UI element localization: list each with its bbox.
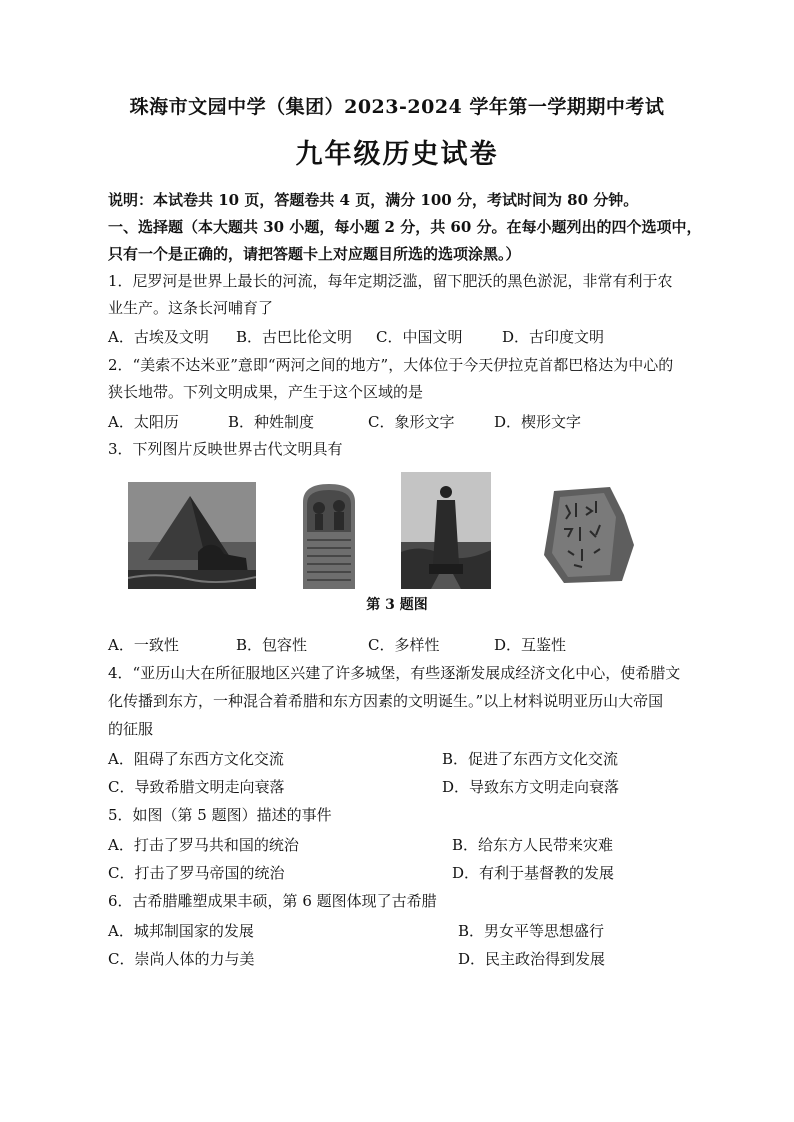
q6-option-b: B．男女平等思想盛行 — [458, 922, 605, 940]
q1-option-c: C．中国文明 — [376, 328, 463, 346]
exam-title: 九年级历史试卷 — [295, 139, 499, 170]
q1-option-b: B．古巴比伦文明 — [236, 328, 353, 346]
section-header-line1: 一、选择题（本大题共 30 小题，每小题 2 分，共 60 分。在每小题列出的四个选项中， — [108, 218, 702, 236]
q3-option-c: C．多样性 — [368, 636, 440, 654]
question-3-options — [108, 634, 566, 655]
q5-option-a: A．打击了罗马共和国的统治 — [108, 836, 299, 854]
q3-option-d: D．互鉴性 — [494, 636, 567, 654]
question-6-options-row1 — [108, 920, 604, 941]
question-2-stem-1: 2．“美索不达米亚”意即“两河之间的地方”，大体位于今天伊拉克首都巴格达为中心的 — [108, 356, 674, 374]
question-1-stem-1: 1．尼罗河是世界上最长的河流，每年定期泛滥，留下肥沃的黑色淤泥，非常有利于农 — [108, 272, 673, 290]
q1-option-a: A．古埃及文明 — [108, 328, 209, 346]
q1-option-d: D．古印度文明 — [502, 328, 605, 346]
question-4-options-row1 — [108, 748, 618, 769]
question-6-options-row2 — [108, 948, 605, 969]
question-6-stem: 6．古希腊雕塑成果丰硕，第 6 题图体现了古希腊 — [108, 892, 437, 910]
section-header-line2: 只有一个是正确的，请把答题卡上对应题目所选的选项涂黑。） — [108, 245, 521, 263]
q2-option-a: A．太阳历 — [108, 413, 179, 431]
question-5-stem: 5．如图（第 5 题图）描述的事件 — [108, 806, 332, 824]
q3-option-b: B．包容性 — [236, 636, 308, 654]
q5-option-b: B．给东方人民带来灾难 — [452, 836, 614, 854]
q4-option-c: C．导致希腊文明走向衰落 — [108, 778, 285, 796]
q5-option-c: C．打击了罗马帝国的统治 — [108, 864, 285, 882]
pyramid-sphinx-image — [128, 482, 256, 589]
q5-option-d: D．有利于基督教的发展 — [452, 864, 615, 882]
question-4-stem-1: 4．“亚历山大在所征服地区兴建了许多城堡，有些逐渐发展成经济文化中心，使希腊文 — [108, 664, 681, 682]
buddha-statue-image — [401, 472, 491, 589]
question-5-options-row1 — [108, 834, 613, 855]
q2-option-d: D．楔形文字 — [494, 413, 582, 431]
question-5-options-row2 — [108, 862, 614, 883]
question-4-stem-3: 的征服 — [108, 720, 154, 738]
question-4-stem-2: 化传播到东方，一种混合着希腊和东方因素的文明诞生。”以上材料说明亚历山大帝国 — [108, 692, 664, 710]
question-4-options-row2 — [108, 776, 619, 797]
q2-option-b: B．种姓制度 — [228, 413, 315, 431]
q6-option-c: C．崇尚人体的力与美 — [108, 950, 255, 968]
q4-option-d: D．导致东方文明走向衰落 — [442, 778, 620, 796]
question-2-stem-2: 狭长地带。下列文明成果，产生于这个区域的是 — [108, 383, 424, 401]
q6-option-d: D．民主政治得到发展 — [458, 950, 606, 968]
question-1-stem-2: 业生产。这条长河哺育了 — [108, 299, 274, 317]
q2-option-c: C．象形文字 — [368, 413, 455, 431]
q3-option-a: A．一致性 — [108, 636, 179, 654]
q4-option-a: A．阻碍了东西方文化交流 — [108, 750, 284, 768]
instructions: 说明：本试卷共 10 页，答题卷共 4 页，满分 100 分，考试时间为 80 分钟。 — [108, 191, 639, 209]
q4-option-b: B．促进了东西方文化交流 — [442, 750, 619, 768]
question-1-options — [108, 326, 604, 347]
oracle-bone-image — [540, 485, 636, 585]
question-2-options — [108, 411, 581, 432]
figure-3-caption: 第 3 题图 — [366, 597, 428, 613]
question-3-stem: 3．下列图片反映世界古代文明具有 — [108, 440, 343, 458]
school-title: 珠海市文园中学（集团）2023-2024 学年第一学期期中考试 — [129, 96, 665, 118]
q6-option-a: A．城邦制国家的发展 — [108, 922, 254, 940]
hammurabi-stele-image — [297, 482, 361, 589]
